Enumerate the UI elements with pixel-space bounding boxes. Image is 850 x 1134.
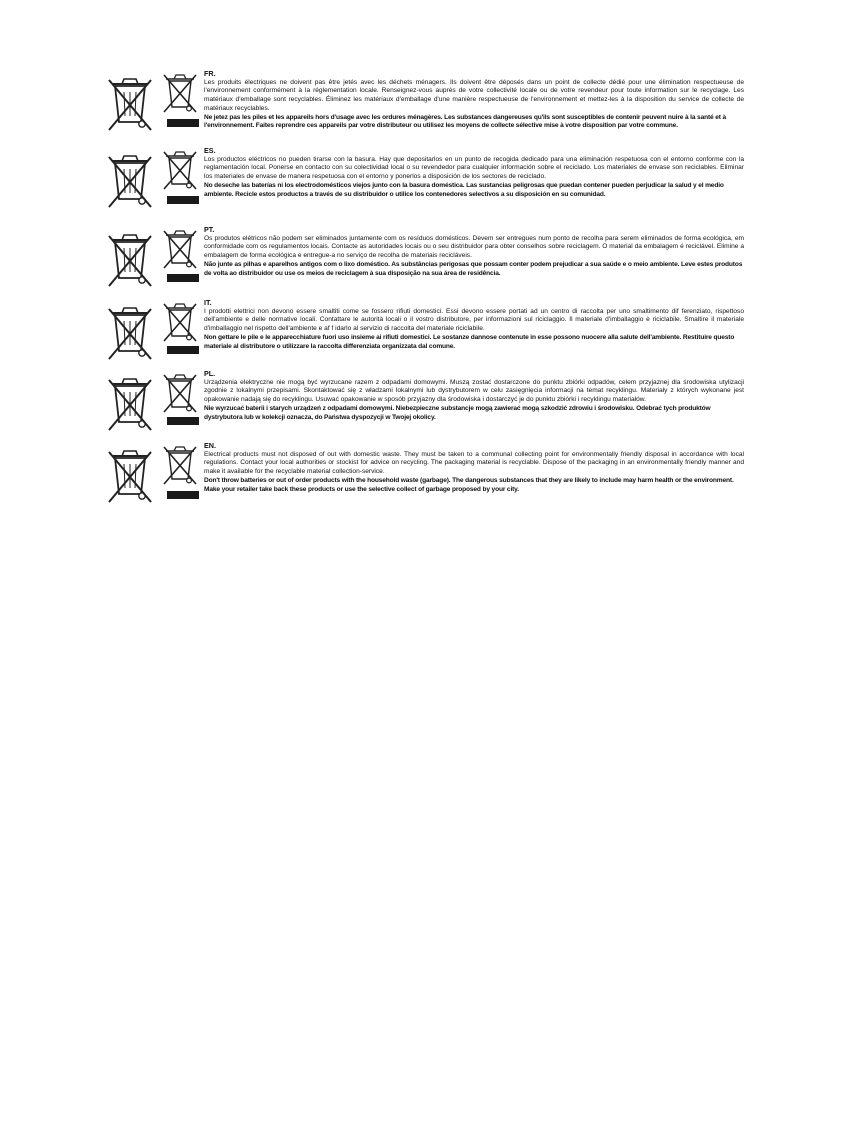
notice-text: [204, 442, 744, 494]
disposal-instructions: Electrical products must not disposed of out with domestic waste. They must be taken to a communal collecting point for environmentally friendly disposal in accordance with local regulations. Contact your local authorities or stockist for advice on recycling. The packaging material is recyclable. Dispose of the packaging in an environmentally friendly manner and make it available for the recyclable material collection-service.: [204, 450, 744, 476]
disposal-instructions: Os produtos elétricos não podem ser eliminados juntamente com os resíduos domésticos. Devem ser entregues num ponto de recolha para serem eliminados de forma ecológica, em conformidade com os regulamentos locais. Contacte as autoridades locais ou o seu distribuidor para obter conselhos sobre reciclagem. O material da embalagem é reciclável. Elimine a embalagem de forma ecológica e entregue-a no serviço de recolha de materiais recicláveis.: [204, 234, 744, 260]
crossed-out-wheelie-bin-icon: [106, 299, 154, 361]
crossed-out-battery-bin-icon: [162, 70, 198, 114]
disposal-instructions: Les produits électriques ne doivent pas être jetés avec les déchets ménagers. Ils doivent être déposés dans un point de collecte dédié pour une élimination respectueuse de l'environnement conformément à la réglementation locale. Renseignez-vous auprès de votre collectivité locale ou de votre revendeur pour toute information sur le recyclage. Les matériaux d'emballage sont recyclables. Éliminez les matériaux d'emballage d'une manière respectueuse de l'environnement et mettez-les à la disposition du service de collecte de matériaux recyclables.: [204, 78, 744, 112]
disposal-instructions: Los productos eléctricos no pueden tirarse con la basura. Hay que depositarlos en un punto de recogida dedicado para una eliminación respetuosa con el entorno conforme con la reglamentación local. Ponerse en contacto con su colectividad local o su revendedor para cualquier información sobre el reciclado. Los materiales de envase son reciclables. Eliminar los materiales de envase de manera respetuosa con el entorno y ponerlos a disposición de los sectores de reciclado.: [204, 155, 744, 181]
separate-collection-bar: [167, 274, 199, 282]
battery-warning: Don't throw batteries or out of order products with the household waste (garbage). The dangerous substances that they are likely to include may harm health or the environment. Make your retailer take back these products or use the selective collect of garbage proposed by your city.: [204, 476, 734, 493]
crossed-out-battery-bin-icon: [162, 299, 198, 343]
crossed-out-battery-bin-icon: [162, 370, 198, 414]
crossed-out-battery-bin-icon: [162, 226, 198, 270]
crossed-out-battery-bin-icon: [162, 442, 198, 486]
notice-text: [204, 370, 744, 422]
separate-collection-bar: [167, 196, 199, 204]
notice-text: [204, 299, 744, 351]
language-code: PT.: [204, 225, 215, 234]
separate-collection-bar: [167, 119, 199, 127]
disposal-icons: [106, 370, 202, 434]
notice-text: [204, 226, 744, 278]
notice-text: [204, 70, 744, 131]
crossed-out-battery-bin-icon: [162, 147, 198, 191]
language-code: PL.: [204, 369, 216, 378]
disposal-instructions: Urządzenia elektryczne nie mogą być wyrzucane razem z odpadami domowymi. Muszą zostać dostarczone do punktu zbiórki odpadów, celem przyjaznej dla środowiska utylizacji zgodnie z lokalnymi przepisami. Skontaktować się z władzami lokalnymi lub dystrybutorem w celu zasięgnięcia informacji na temat recyklingu. Materiały z których wykonane jest opakowanie nadają się do recyklingu. Usuwać opakowanie w sposób przyjazny dla środowiska i dostarczyć je do punktu zbiórki i recyklingu materiałów.: [204, 378, 744, 404]
crossed-out-wheelie-bin-icon: [106, 226, 154, 288]
language-code: EN.: [204, 441, 216, 450]
battery-warning: Non gettare le pile e le apparecchiature fuori uso insieme ai rifiuti domestici. Le sostanze dannose contenute in esse possono nuocere alla salute dell'ambiente. Restituire questo materiale al distributore o utilizzare la raccolta differenziata organizzata dal comune.: [204, 333, 735, 350]
language-code: ES.: [204, 146, 216, 155]
separate-collection-bar: [167, 417, 199, 425]
crossed-out-wheelie-bin-icon: [106, 147, 154, 209]
disposal-icons: [106, 442, 202, 506]
disposal-icons: [106, 226, 202, 290]
notice-text: [204, 147, 744, 199]
disposal-icons: [106, 70, 202, 134]
separate-collection-bar: [167, 491, 199, 499]
disposal-instructions: I prodotti elettrici non devono essere smaltiti come se fossero rifiuti domestici. Essi devono essere portati ad un centro di raccolta per uno smaltimento dif ferenziato, rispettoso dell'ambiente e delle normative locali. Contattare le autorità locali o il vostro distributore, per informazioni sul riciclaggio. Il materiale d'imballaggio è riciclabile. Smaltire il materiale d'imballaggio nel rispetto dell'ambiente e af f idarlo al servizio di raccolta del materiale riciclabile.: [204, 307, 744, 333]
crossed-out-wheelie-bin-icon: [106, 370, 154, 432]
crossed-out-wheelie-bin-icon: [106, 70, 154, 132]
battery-warning: Não junte as pilhas e aparelhos antigos com o lixo doméstico. As substâncias perigosas que possam conter podem prejudicar a sua saúde e o meio ambiente. Leve estes produtos de volta ao distribuidor ou use os meios de reciclagem à sua disposição na sua área de residência.: [204, 260, 743, 277]
battery-warning: Nie wyrzucać baterii i starych urządzeń z odpadami domowymi. Niebezpieczne substancje mogą zawierać mogą szkodzić zdrowiu i środowisku. Odebrać tych produktów dystrybutora lub w kolekcji oznacza, do Państwa dyspozycji w Twojej okolicy.: [204, 404, 711, 421]
language-code: FR.: [204, 69, 216, 78]
battery-warning: No deseche las baterías ni los electrodomésticos viejos junto con la basura doméstica. Las sustancias peligrosas que puedan contener pueden perjudicar la salud y el medio ambiente. Recicle estos productos a través de su distribuidor o utilice los contenedores selectivos a su disposición en su comunidad.: [204, 181, 724, 198]
disposal-icons: [106, 147, 202, 211]
separate-collection-bar: [167, 346, 199, 354]
battery-warning: Ne jetez pas les piles et les appareils hors d'usage avec les ordures ménagères. Les substances dangereuses qu'ils sont susceptibles de contenir peuvent nuire à la santé et à l'environnement. Faites reprendre ces appareils par votre distributeur ou utilisez les moyens de collecte sélective mise à votre disposition par votre commune.: [204, 113, 726, 130]
disposal-icons: [106, 299, 202, 363]
crossed-out-wheelie-bin-icon: [106, 442, 154, 504]
language-code: IT.: [204, 298, 212, 307]
